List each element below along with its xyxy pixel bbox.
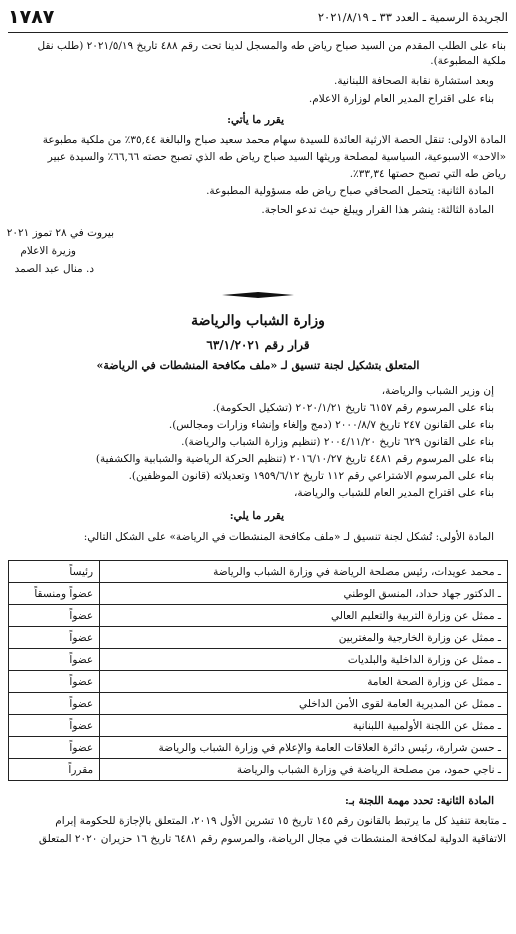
decision2-resolves: يقرر ما يلي: (229, 510, 284, 522)
ministry-title: وزارة الشباب والرياضة (191, 313, 325, 329)
decision1-line: بناء على الطلب المقدم من السيد صباح رياض طه والمسجل لدينا تحت رقم ٤٨٨ تاريخ ٢٠٢١/٥/١٩ (طلب نقل (37, 40, 506, 52)
decision1-article1-cont: رياض طه التي تصبح حصتها ٣٣,٣٤٪. (349, 168, 506, 180)
decision1-line: وبعد استشارة نقابة الصحافة اللبنانية. (334, 75, 494, 87)
member-name: ـ الدكتور جهاد حداد، المنسق الوطني (100, 583, 508, 605)
table-row (9, 737, 508, 759)
page-header (8, 6, 508, 33)
table-row (9, 649, 508, 671)
decision1-article3: المادة الثالثة: ينشر هذا القرار ويبلغ حيث تدعو الحاجة. (261, 204, 494, 216)
decision1-article1: المادة الاولى: تنقل الحصة الارثية العائدة للسيدة سهام محمد سعيد صباح والبالغة ٣٥,٤٤٪ من ملكية مطبوعة (42, 134, 506, 146)
decision2-article1: المادة الأولى: تُشكل لجنة تنسيق لـ «ملف مكافحة المنشطات في الرياضة» على الشكل التالي: (83, 531, 494, 543)
decision1-resolves: يقرر ما يأتي: (227, 114, 284, 126)
decision1-article2: المادة الثانية: يتحمل الصحافي صباح رياض طه مسؤولية المطبوعة. (206, 185, 494, 197)
signature-place-date: بيروت في ٢٨ تموز ٢٠٢١ (6, 227, 114, 239)
committee-members-table (8, 560, 508, 781)
decision1-line: بناء على اقتراح المدير العام لوزارة الاعلام. (308, 93, 494, 105)
preamble-line: بناء على القانون ٢٤٧ تاريخ ٢٠٠٠/٨/٧ (دمج وإلغاء وإنشاء وزارات ومجالس). (168, 419, 494, 431)
table-row (9, 583, 508, 605)
member-role: عضواً (9, 627, 100, 649)
table-row (9, 671, 508, 693)
preamble-line: بناء على المرسوم رقم ٦١٥٧ تاريخ ٢٠٢٠/١/٢١ (تشكيل الحكومة). (212, 402, 494, 414)
preamble-line: بناء على القانون ٦٢٩ تاريخ ٢٠٠٤/١١/٢٠ (تنظيم وزارة الشباب والرياضة). (181, 436, 494, 448)
decision2-article2-line: الاتفاقية الدولية لمكافحة المنشطات في مجال الرياضة، والمرسوم رقم ٦٤٨١ تاريخ ١٦ حزيران ٢٠٢٠ المتعلق (38, 833, 506, 845)
preamble-line: بناء على اقتراح المدير العام للشباب والرياضة، (294, 487, 494, 499)
table-row (9, 759, 508, 781)
decision2-article2: المادة الثانية: تحدد مهمة اللجنة بـ: (344, 795, 494, 807)
table-row (9, 693, 508, 715)
preamble-line: بناء على المرسوم رقم ٤٤٨١ تاريخ ٢٠١٦/١٠/٢٧ (تنظيم الحركة الرياضية والشبابية والكشفية) (95, 453, 494, 465)
member-name: ـ ممثل عن المديرية العامة لقوى الأمن الداخلي (100, 693, 508, 715)
decision1-line: ملكية المطبوعة). (430, 55, 506, 67)
member-name: ـ ناجي حمود، من مصلحة الرياضة في وزارة الشباب والرياضة (100, 759, 508, 781)
member-role: عضواً (9, 649, 100, 671)
member-role: عضواً (9, 605, 100, 627)
decision-subject: المتعلق بتشكيل لجنة تنسيق لـ «ملف مكافحة المنشطات في الرياضة» (96, 359, 420, 372)
member-name: ـ ممثل عن وزارة التربية والتعليم العالي (100, 605, 508, 627)
section-separator (222, 292, 294, 298)
signature-title: وزيرة الاعلام (20, 245, 76, 257)
table-row (9, 605, 508, 627)
gazette-title: الجريدة الرسمية ـ العدد ٣٣ ـ ٢٠٢١/٨/١٩ (317, 10, 508, 24)
member-role: عضواً (9, 715, 100, 737)
member-name: ـ ممثل عن وزارة الخارجية والمغتربين (100, 627, 508, 649)
decision2-article2-line: ـ متابعة تنفيذ كل ما يرتبط بالقانون رقم ١٤٥ تاريخ ١٥ تشرين الأول ٢٠١٩، المتعلق بالإجازة للحكومة إبرام (55, 815, 506, 827)
member-role: عضواً (9, 737, 100, 759)
member-role: عضواً (9, 693, 100, 715)
preamble-line: بناء على المرسوم الاشتراعي رقم ١١٢ تاريخ ١٩٥٩/٦/١٢ وتعديلاته (قانون الموظفين). (128, 470, 494, 482)
member-role: عضواً (9, 671, 100, 693)
member-role: رئيساً (9, 561, 100, 583)
member-name: ـ ممثل عن اللجنة الأولمبية اللبنانية (100, 715, 508, 737)
decision-number: قرار رقم ٦٣/١/٢٠٢١ (206, 338, 310, 352)
preamble-line: إن وزير الشباب والرياضة، (381, 385, 494, 397)
table-row (9, 715, 508, 737)
table-row (9, 561, 508, 583)
table-row (9, 627, 508, 649)
member-name: ـ حسن شرارة، رئيس دائرة العلاقات العامة والإعلام في وزارة الشباب والرياضة (100, 737, 508, 759)
signature-name: د. منال عبد الصمد (14, 263, 94, 275)
page-number: ١٧٨٧ (8, 6, 55, 28)
member-name: ـ ممثل عن وزارة الصحة العامة (100, 671, 508, 693)
member-role: مقرراً (9, 759, 100, 781)
decision1-article1-cont: «الاحد» الاسبوعية، السياسية لمصلحة وريثها السيد صباح رياض طه الذي تصبح حصته ٦٦,٦٦٪ والسيدة عبير (47, 151, 506, 163)
member-name: ـ ممثل عن وزارة الداخلية والبلديات (100, 649, 508, 671)
member-role: عضواً ومنسقاً (9, 583, 100, 605)
member-name: ـ محمد عويدات، رئيس مصلحة الرياضة في وزارة الشباب والرياضة (100, 561, 508, 583)
